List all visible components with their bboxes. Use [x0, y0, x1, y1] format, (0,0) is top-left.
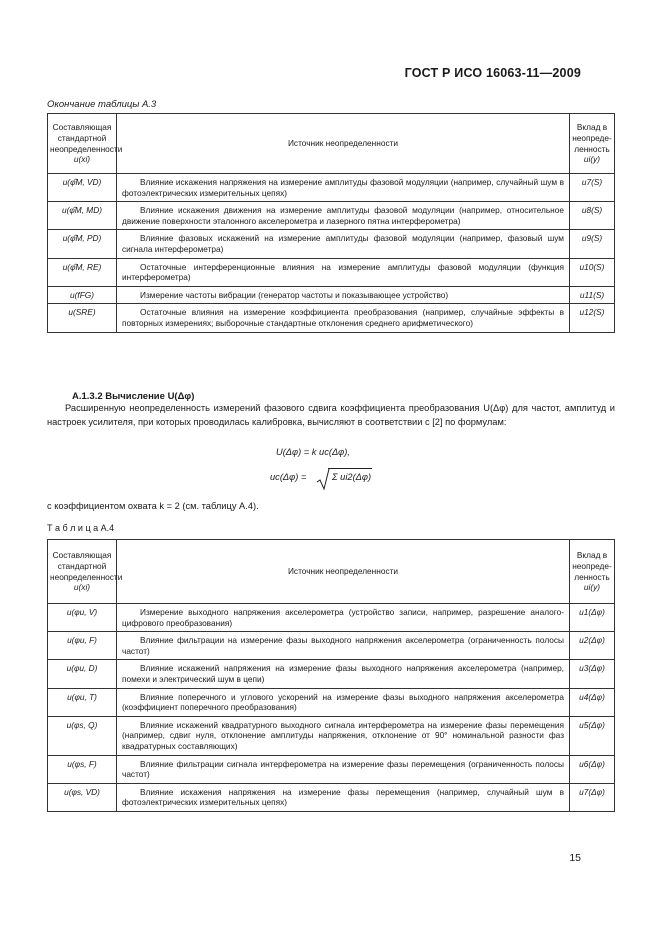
table-row [48, 755, 615, 783]
table-a3 [47, 113, 615, 333]
symbol-cell: u(φ̂M, RE) [48, 258, 117, 286]
formula-lhs: uc(Δφ) = [270, 472, 307, 482]
col-header-line: u(xi) [73, 582, 91, 593]
table-row [48, 688, 615, 716]
source-cell: Влияние искажений квадратурного выходного сигнала интерферометра на измерение фазы перемещения (например, сдвиг нуля, отклонение амплитуды напряжения, отклонение от 90° номинальной разности фаз квадратурных составляющих) [117, 716, 570, 755]
formula-expanded-uncertainty: U(Δφ) = k uc(Δφ), [276, 447, 350, 457]
source-cell: Влияние фильтрации на измерение фазы выходного напряжения акселерометра (ограниченность полосы частот) [117, 632, 570, 660]
formula-rhs: Σ ui2(Δφ) [332, 472, 372, 482]
symbol-cell: u(φ̂M, VD) [48, 174, 117, 202]
col-header-line: неопределенности [50, 571, 123, 582]
symbol-cell: u(φ̂M, MD) [48, 202, 117, 230]
document-header: ГОСТ Р ИСО 16063-11—2009 [404, 66, 581, 80]
table-row [48, 286, 615, 304]
source-cell: Остаточные интерференционные влияния на измерение амплитуды фазовой модуляции (функция интерферометра) [117, 258, 570, 286]
contribution-cell: u2(Δφ) [570, 632, 615, 660]
coverage-note: с коэффициентом охвата k = 2 (см. таблицу А.4). [47, 501, 259, 511]
col-header-line: ленность [574, 143, 610, 154]
contribution-cell: u11(S) [570, 286, 615, 304]
symbol-cell: u(φ̂M, PD) [48, 230, 117, 258]
contribution-cell: u4(Δφ) [570, 688, 615, 716]
col-header-source: Источник неопределенности [117, 114, 570, 174]
source-cell: Влияние поперечного и углового ускорений на измерение фазы выходного напряжения акселерометра (коэффициент поперечного преобразования) [117, 688, 570, 716]
contribution-cell: u9(S) [570, 230, 615, 258]
symbol-cell: u(φs, Q) [48, 716, 117, 755]
contribution-cell: u7(Δφ) [570, 783, 615, 811]
source-cell: Влияние искажения движения на измерение амплитуды фазовой модуляции (например, относительное движение поверхности эталонного акселерометра и лазерного пятна интерферометра) [117, 202, 570, 230]
source-cell: Влияние фильтрации сигнала интерферометра на измерение фазы перемещения (ограниченность полосы частот) [117, 755, 570, 783]
radical-sign-icon [316, 468, 330, 492]
table-a4-caption: Т а б л и ц а А.4 [47, 523, 115, 533]
table-row [48, 174, 615, 202]
contribution-cell: u5(Δφ) [570, 716, 615, 755]
contribution-cell: u3(Δφ) [570, 660, 615, 688]
radical-bar [328, 468, 372, 469]
page-number: 15 [569, 852, 581, 864]
col-header-contribution [570, 540, 615, 604]
contribution-cell: u12(S) [570, 304, 615, 332]
col-header-line: ui(y) [583, 582, 601, 593]
source-cell: Остаточные влияния на измерение коэффициента преобразования (например, случайные эффекты в повторных измерениях; выборочные стандартные отклонения среднего арифметического) [117, 304, 570, 332]
col-header-component [48, 114, 123, 174]
col-header-line: стандартной [57, 560, 107, 571]
section-paragraph: Расширенную неопределенность измерений фазового сдвига коэффициента преобразования U(Δφ) для частот, амплитуд и настроек усилителя, при которых проводилась калибровка, вычисляют в соответствии с [2] по формулам: [47, 403, 615, 427]
table-row [48, 716, 615, 755]
table-a3-caption: Окончание таблицы А.3 [47, 99, 157, 110]
col-header-line: неопреде- [572, 560, 612, 571]
col-header-line: u(xi) [73, 154, 91, 165]
source-cell: Влияние искажений напряжения на измерение фазы выходного напряжения акселерометра (например, помехи и электрический шум в цепи) [117, 660, 570, 688]
col-header-line: Составляющая [52, 550, 112, 561]
symbol-cell: u(fFG) [48, 286, 117, 304]
col-header-line: неопреде- [572, 132, 612, 143]
symbol-cell: u(φu, D) [48, 660, 117, 688]
col-header-line: Составляющая [52, 122, 112, 133]
contribution-cell: u8(S) [570, 202, 615, 230]
source-cell: Измерение частоты вибрации (генератор частоты и показывающее устройство) [117, 286, 570, 304]
source-cell: Измерение выходного напряжения акселерометра (устройство записи, например, разрешение аналого-цифрового преобразования) [117, 604, 570, 632]
col-header-line: неопределенности [50, 143, 123, 154]
col-header-source: Источник неопределенности [117, 540, 570, 604]
section-heading: А.1.3.2 Вычисление U(Δφ) [72, 391, 195, 402]
col-header-contribution [570, 114, 615, 174]
table-row [48, 230, 615, 258]
col-header-line: Вклад в [576, 550, 608, 561]
table-header-row [48, 540, 615, 604]
symbol-cell: u(φu, V) [48, 604, 117, 632]
table-row [48, 604, 615, 632]
symbol-cell: u(φu, F) [48, 632, 117, 660]
col-header-line: стандартной [57, 132, 107, 143]
table-row [48, 202, 615, 230]
col-header-line: ui(y) [583, 154, 601, 165]
table-row [48, 258, 615, 286]
symbol-cell: u(SRE) [48, 304, 117, 332]
col-header-line: ленность [574, 571, 610, 582]
table-header-row [48, 114, 615, 174]
source-cell: Влияние искажения напряжения на измерение фазы перемещения (например, случайный шум в фотоэлектрических измерительных цепях) [117, 783, 570, 811]
contribution-cell: u7(S) [570, 174, 615, 202]
contribution-cell: u6(Δφ) [570, 755, 615, 783]
contribution-cell: u1(Δφ) [570, 604, 615, 632]
table-row [48, 632, 615, 660]
symbol-cell: u(φu, T) [48, 688, 117, 716]
table-a4 [47, 539, 615, 812]
table-row [48, 660, 615, 688]
symbol-cell: u(φs, VD) [48, 783, 117, 811]
source-cell: Влияние искажения напряжения на измерение амплитуды фазовой модуляции (например, случайный шум в фотоэлектрических измерительных цепях) [117, 174, 570, 202]
col-header-line: Вклад в [576, 122, 608, 133]
source-cell: Влияние фазовых искажений на измерение амплитуды фазовой модуляции (например, фазовый шум сигнала интерферометра) [117, 230, 570, 258]
col-header-component [48, 540, 123, 604]
contribution-cell: u10(S) [570, 258, 615, 286]
symbol-cell: u(φs, F) [48, 755, 117, 783]
table-row [48, 304, 615, 332]
table-row [48, 783, 615, 811]
